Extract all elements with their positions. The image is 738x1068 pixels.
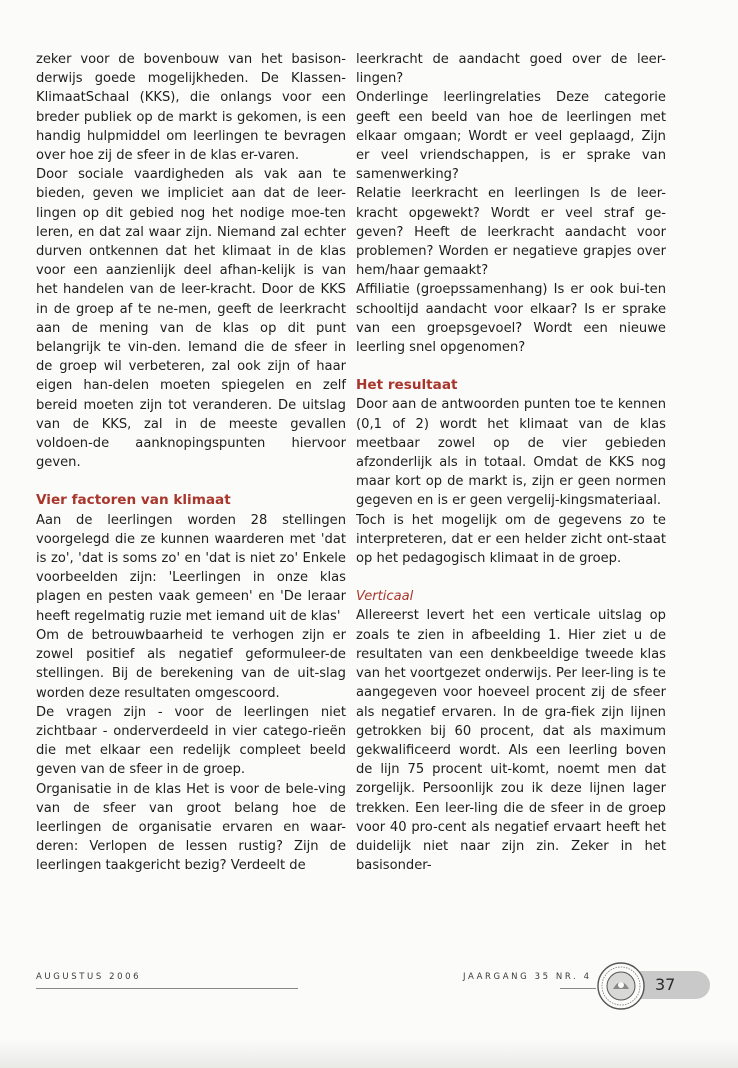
paragraph: zeker voor de bovenbouw van het basison-derwijs goede mogelijkheden. De Klassen-KlimaatSchaal (KKS), die onlangs voor een breder publiek op de markt is gekomen, is een handig hulpmiddel om leerlingen te bevragen over hoe zij de sfeer in de klas er-varen. [36, 52, 346, 164]
right-column [356, 50, 666, 875]
section-heading-het-resultaat: Het resultaat [356, 377, 458, 394]
paragraph: Affiliatie (groepssamenhang) Is er ook bui-ten schooltijd aandacht voor elkaar? Is er sprake van een groepsgevoel? Wordt een nieuwe leerling snel opgenomen? [356, 282, 666, 356]
subheading-verticaal: Verticaal [356, 589, 414, 605]
paragraph: Organisatie in de klas Het is voor de bele-ving van de sfeer van groot belang hoe de leerlingen de organisatie ervaren en waar-deren: Verlopen de lessen rustig? Zijn de leerlingen taakgericht bezig? Verdeelt de [36, 781, 346, 874]
section-heading-vier-factoren: Vier factoren van klimaat [36, 492, 231, 509]
paragraph: Relatie leerkracht en leerlingen Is de leer-kracht opgewekt? Wordt er veel straf ge-geven? Heeft de leerkracht aandacht voor problemen? Worden er negatieve grapjes over hem/haar gemaakt? [356, 186, 666, 279]
footer-rule [560, 988, 596, 989]
paragraph: Door aan de antwoorden punten toe te kennen (0,1 of 2) wordt het klimaat van de klas meetbaar zowel op de vier gebieden afzonderlijk als in totaal. Omdat de KKS nog maar kort op de markt is, zijn er geen normen gegeven en is er geen vergelij-kingsmateriaal. [356, 397, 666, 509]
paragraph: Toch is het mogelijk om de gegevens zo te interpreteren, dat er een helder zicht ont-staat op het pedagogisch klimaat in de groep. [356, 512, 666, 567]
page-number: 37 [655, 975, 676, 994]
page-footer [0, 958, 738, 1008]
paragraph: De vragen zijn - voor de leerlingen niet zichtbaar - onderverdeeld in vier catego-rieën die met elkaar een redelijk compleet beeld geven van de sfeer in de groep. [36, 704, 346, 778]
seal-icon [596, 961, 646, 1011]
paragraph: leerkracht de aandacht goed over de leer-lingen? [356, 52, 666, 87]
paragraph: Aan de leerlingen worden 28 stellingen voorgelegd die ze kunnen waarderen met 'dat is zo', 'dat is soms zo' en 'dat is niet zo' Enkele voorbeelden zijn: 'Leerlingen in onze klas plagen en pesten vaak gemeen' en 'De leraar heeft regelmatig ruzie met iemand uit de klas' [36, 512, 346, 624]
paragraph: Door sociale vaardigheden als vak aan te bieden, geven we impliciet aan dat de leer-lingen op dit gebied nog het nodige moe-ten leren, en dat zal waar zijn. Niemand zal echter durven ontkennen dat het klimaat in de klas voor een aanzienlijk deel afhan-kelijk is van het handelen van de leer-kracht. Door de KKS in de groep af te ne-men, geeft de leerkracht aan de mening van de klas op dit punt belangrijk te vin-den. Iemand die de sfeer in de groep wil verbeteren, zal ook zijn of haar eigen han-delen moeten spiegelen en zelf bereid moeten zijn tot veranderen. De uitslag van de KKS, zal in de meeste gevallen voldoen-de aanknopingspunten hiervoor geven. [36, 167, 346, 471]
paragraph: Allereerst levert het een verticale uitslag op zoals te zien in afbeelding 1. Hier ziet u de resultaten van een denkbeeldige tweede klas van het voortgezet onderwijs. Per leer-ling is te aangegeven voor hoeveel procent zij de sfeer als negatief ervaren. In de gra-fiek zijn lijnen getrokken bij 60 procent, dat als maximum gekwalificeerd wordt. Als een leerling boven de lijn 75 procent uit-komt, noemt men dat zorgelijk. Persoonlijk zou ik deze lijnen lager trekken. Een leer-ling die de sfeer in de groep voor 40 pro-cent als negatief ervaart heeft het duidelijk niet naar zijn zin. Zeker in het basisonder- [356, 608, 666, 874]
footer-issue: JAARGANG 35 NR. 4 [463, 972, 592, 982]
paragraph: Om de betrouwbaarheid te verhogen zijn er zowel positief als negatief geformuleer-de stellingen. Bij de berekening van de uit-slag worden deze resultaten omgescoord. [36, 627, 346, 701]
paragraph: Onderlinge leerlingrelaties Deze categorie geeft een beeld van hoe de leerlingen met elkaar omgaan; Wordt er veel geplaagd, Zijn er veel vriendschappen, is er sprake van samenwerking? [356, 90, 666, 183]
left-column [36, 50, 346, 876]
page-edge [0, 1040, 738, 1068]
footer-rule [36, 988, 298, 989]
footer-date: AUGUSTUS 2006 [36, 972, 142, 982]
